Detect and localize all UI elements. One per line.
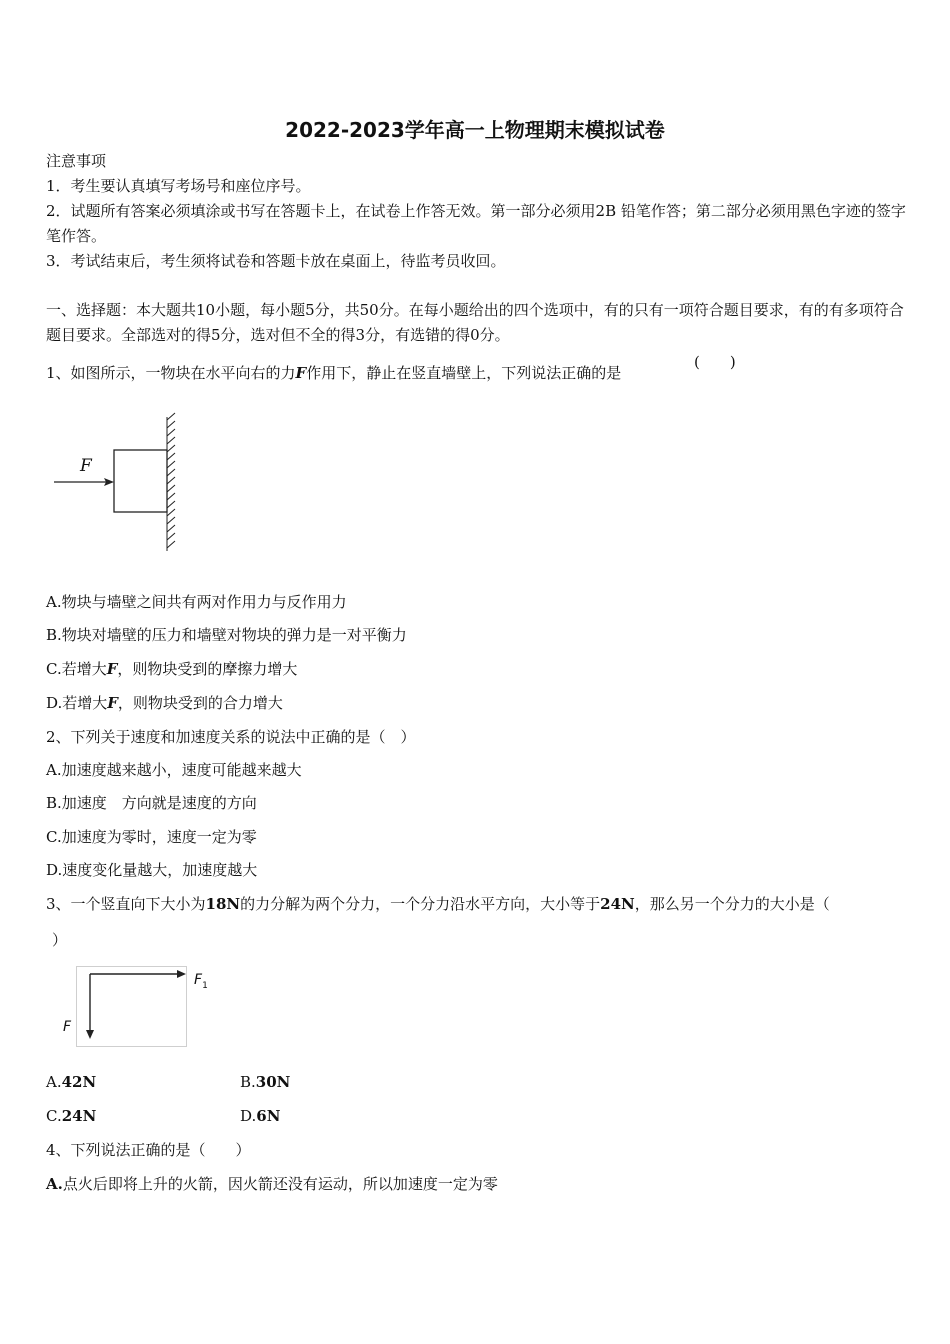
figure-frame — [77, 967, 187, 1047]
hatch-marks — [167, 413, 175, 548]
q1-option-a: A.物块与墙壁之间共有两对作用力与反作用力 — [46, 593, 347, 611]
q1-stem-force: F — [295, 364, 307, 382]
page-title: 2022-2023学年高一上物理期末模拟试卷 — [285, 118, 665, 142]
q2-option-d: D.速度变化量越大，加速度越大 — [46, 861, 258, 879]
q3-option-c-letter: C. — [46, 1107, 62, 1125]
q1-option-c-pre: C.若增大 — [46, 660, 107, 678]
q3-option-b — [240, 1070, 290, 1095]
q1-option-d-pre: D.若增大 — [46, 694, 108, 712]
q3-option-b-value: 30N — [255, 1073, 291, 1091]
q1-option-d-force: F — [107, 694, 118, 712]
q3-option-c — [46, 1104, 96, 1129]
q3-figure-f: F — [63, 1019, 72, 1035]
q4-option-a — [46, 1172, 498, 1197]
q2-option-a: A.加速度越来越小，速度可能越来越大 — [46, 761, 302, 779]
q3-option-d — [240, 1104, 280, 1129]
q3-option-a-letter: A. — [46, 1073, 62, 1091]
notice-heading: 注意事项 — [46, 152, 107, 170]
wall-hatching — [167, 413, 175, 551]
q3-option-c-value: 24N — [61, 1107, 97, 1125]
q1-option-d-post: ，则物块受到的合力增大 — [117, 694, 283, 712]
q3-figure-f1-letter: F — [194, 972, 203, 988]
q3-figure-f1 — [194, 972, 208, 991]
q1-option-c-force: F — [106, 660, 118, 678]
q2-stem: 2、下列关于速度和加速度关系的说法中正确的是（ ） — [46, 728, 416, 746]
q3-value-1: 18N — [205, 895, 241, 913]
q1-paren: ( ) — [694, 353, 736, 371]
section-intro: 一、选择题：本大题共10小题，每小题5分，共50分。在每小题给出的四个选项中，有的只有一项符合题目要求，有的有多项符合题目要求。全部选对的得5分，选对但不全的得3分，有选错的得0分。 — [46, 301, 904, 344]
q1-option-b: B.物块对墙壁的压力和墙壁对物块的弹力是一对平衡力 — [46, 626, 407, 644]
q1-figure-label: F — [80, 456, 92, 476]
q3-option-b-letter: B. — [240, 1073, 256, 1091]
notice-item-3: 3．考试结束后，考生须将试卷和答题卡放在桌面上，待监考员收回。 — [46, 252, 506, 270]
q3-stem-c: ，那么另一个分力的大小是（ — [634, 895, 830, 913]
q4-option-a-text: 点火后即将上升的火箭，因火箭还没有运动，所以加速度一定为零 — [62, 1175, 498, 1193]
q1-stem-b: 作用下，静止在竖直墙壁上，下列说法正确的是 — [306, 364, 622, 382]
q3-stem-close: ） — [52, 931, 68, 949]
q2-option-c: C.加速度为零时，速度一定为零 — [46, 828, 257, 846]
q3-option-a-value: 42N — [61, 1073, 97, 1091]
q1-option-c — [46, 657, 297, 682]
q3-value-2: 24N — [600, 895, 635, 913]
notice-item-1: 1．考生要认真填写考场号和座位序号。 — [46, 177, 311, 195]
q3-stem-b: 的力分解为两个分力，一个分力沿水平方向，大小等于 — [240, 895, 601, 913]
q3-option-d-value: 6N — [256, 1107, 281, 1125]
q3-figure — [76, 966, 188, 1048]
q2-option-b: B.加速度 方向就是速度的方向 — [46, 794, 257, 812]
q1-figure — [48, 414, 188, 554]
q3-stem-a: 3、一个竖直向下大小为 — [46, 895, 206, 913]
q1-stem-a: 1、如图所示，一物块在水平向右的力 — [46, 364, 296, 382]
q1-option-d — [46, 691, 283, 716]
q3-option-d-letter: D. — [240, 1107, 257, 1125]
q1-stem — [46, 361, 621, 386]
q4-stem: 4、下列说法正确的是（ ） — [46, 1141, 251, 1159]
q1-option-c-post: ，则物块受到的摩擦力增大 — [117, 660, 298, 678]
q4-option-a-letter: A. — [46, 1175, 63, 1193]
notice-item-2: 2．试题所有答案必须填涂或书写在答题卡上，在试卷上作答无效。第一部分必须用2B 铅笔作答；第二部分必须用黑色字迹的签字笔作答。 — [46, 202, 906, 245]
q3-stem — [46, 892, 830, 917]
q3-option-a — [46, 1070, 96, 1095]
block — [114, 450, 167, 512]
q3-figure-f1-sub: 1 — [202, 980, 208, 991]
